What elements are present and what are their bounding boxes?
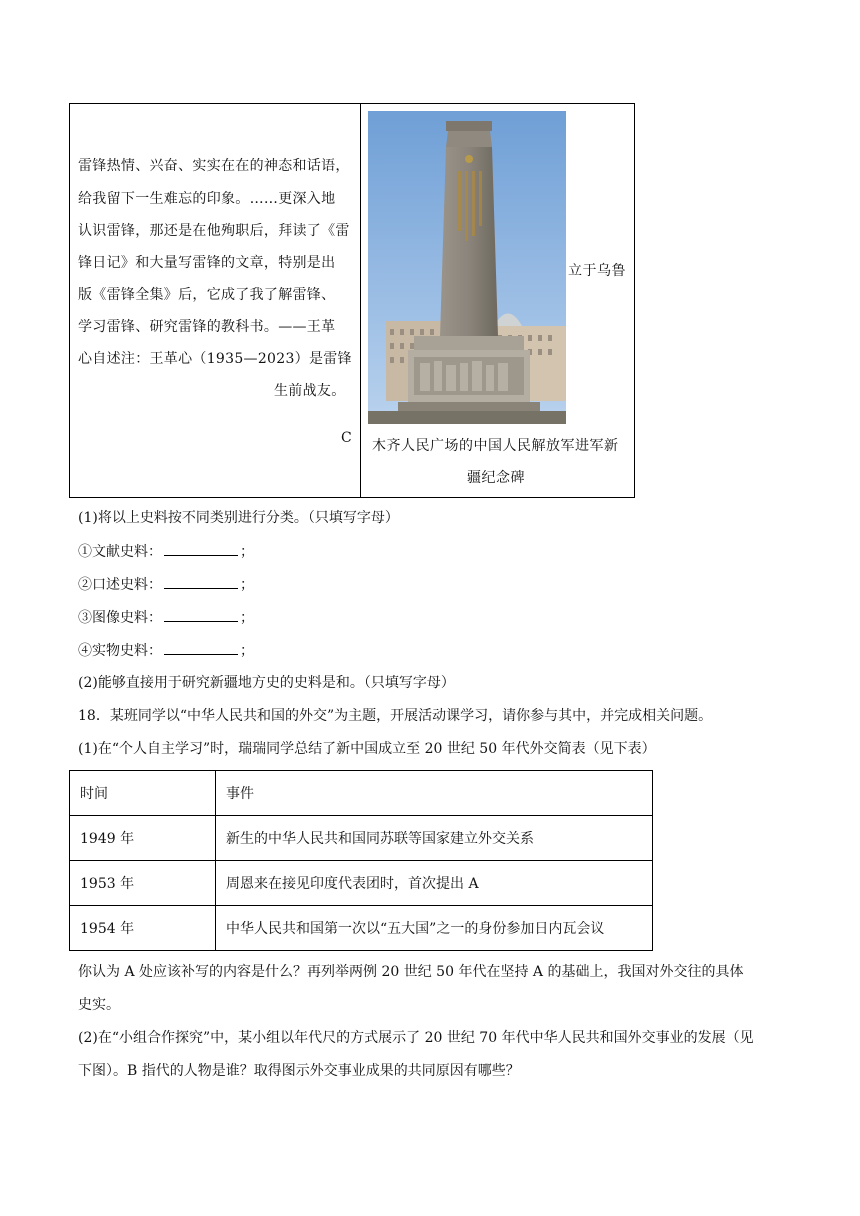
item-label: ④实物史料： xyxy=(78,643,162,659)
quote-line: 雷锋热情、兴奋、实实在在的神态和话语， xyxy=(78,158,350,174)
source-letter: C xyxy=(341,430,353,446)
photo-caption-side: 立于乌鲁 xyxy=(568,263,626,279)
quote-line: 给我留下一生难忘的印象。……更深入地 xyxy=(78,191,336,207)
table-row xyxy=(70,816,653,861)
quote-line: 认识雷锋，那还是在他殉职后，拜读了《雷 xyxy=(78,223,350,239)
cell-event: 中华人民共和国第一次以“五大国”之一的身份参加日内瓦会议 xyxy=(216,906,653,951)
question-18-part-1-question: 史实。 xyxy=(78,997,120,1013)
header-event: 事件 xyxy=(216,771,653,816)
cell-time: 1954 年 xyxy=(70,906,216,951)
question-17-part-1: (1)将以上史料按不同类别进行分类。（只填写字母） xyxy=(78,510,399,526)
classification-item xyxy=(78,640,254,661)
diplomacy-table xyxy=(69,770,653,951)
header-time: 时间 xyxy=(70,771,216,816)
answer-blank[interactable] xyxy=(164,640,238,655)
question-18-part-1: (1)在“个人自主学习”时，瑞瑞同学总结了新中国成立至 20 世纪 50 年代外交简表（见下表） xyxy=(78,741,656,757)
quote-line: 心自述注：王革心（1935—2023）是雷锋 xyxy=(78,351,352,367)
cell-event: 新生的中华人民共和国同苏联等国家建立外交关系 xyxy=(216,816,653,861)
cell-time: 1953 年 xyxy=(70,861,216,906)
cell-event: 周恩来在接见印度代表团时，首次提出 A xyxy=(216,861,653,906)
question-18-part-1-question: 你认为 A 处应该补写的内容是什么？再列举两例 20 世纪 50 年代在坚持 A 的基础上，我国对外交往的具体 xyxy=(78,964,744,980)
quote-line: 版《雷锋全集》后，它成了我了解雷锋、 xyxy=(78,287,336,303)
item-end: ； xyxy=(240,643,254,659)
monument-photo xyxy=(368,111,566,424)
answer-blank[interactable] xyxy=(164,574,238,589)
item-end: ； xyxy=(240,544,254,560)
table-header-row xyxy=(70,771,653,816)
item-label: ③图像史料： xyxy=(78,610,162,626)
question-18-part-2: (2)在“小组合作探究”中，某小组以年代尺的方式展示了 20 世纪 70 年代中华人民共和国外交事业的发展（见 xyxy=(78,1030,754,1046)
answer-blank[interactable] xyxy=(164,607,238,622)
item-label: ①文献史料： xyxy=(78,544,162,560)
classification-item xyxy=(78,607,254,628)
item-label: ②口述史料： xyxy=(78,577,162,593)
table-row xyxy=(70,861,653,906)
photo-caption: 木齐人民广场的中国人民解放军进军新 xyxy=(372,438,619,454)
answer-blank[interactable] xyxy=(164,541,238,556)
item-end: ； xyxy=(240,577,254,593)
classification-item xyxy=(78,574,254,595)
question-18-intro: 18．某班同学以“中华人民共和国的外交”为主题，开展活动课学习，请你参与其中，并完成相关问题。 xyxy=(78,708,713,724)
question-17-part-2: (2)能够直接用于研究新疆地方史的史料是和。（只填写字母） xyxy=(78,675,455,691)
question-18-part-2: 下图）。B 指代的人物是谁？取得图示外交事业成果的共同原因有哪些？ xyxy=(78,1063,520,1079)
classification-item xyxy=(78,541,254,562)
item-end: ； xyxy=(240,610,254,626)
quote-line: 生前战友。 xyxy=(274,383,346,399)
table-divider xyxy=(360,103,361,498)
quote-line: 锋日记》和大量写雷锋的文章，特别是出 xyxy=(78,255,336,271)
table-row xyxy=(70,906,653,951)
quote-line: 学习雷锋、研究雷锋的教科书。——王革 xyxy=(78,319,336,335)
cell-time: 1949 年 xyxy=(70,816,216,861)
photo-caption: 疆纪念碑 xyxy=(467,470,525,486)
